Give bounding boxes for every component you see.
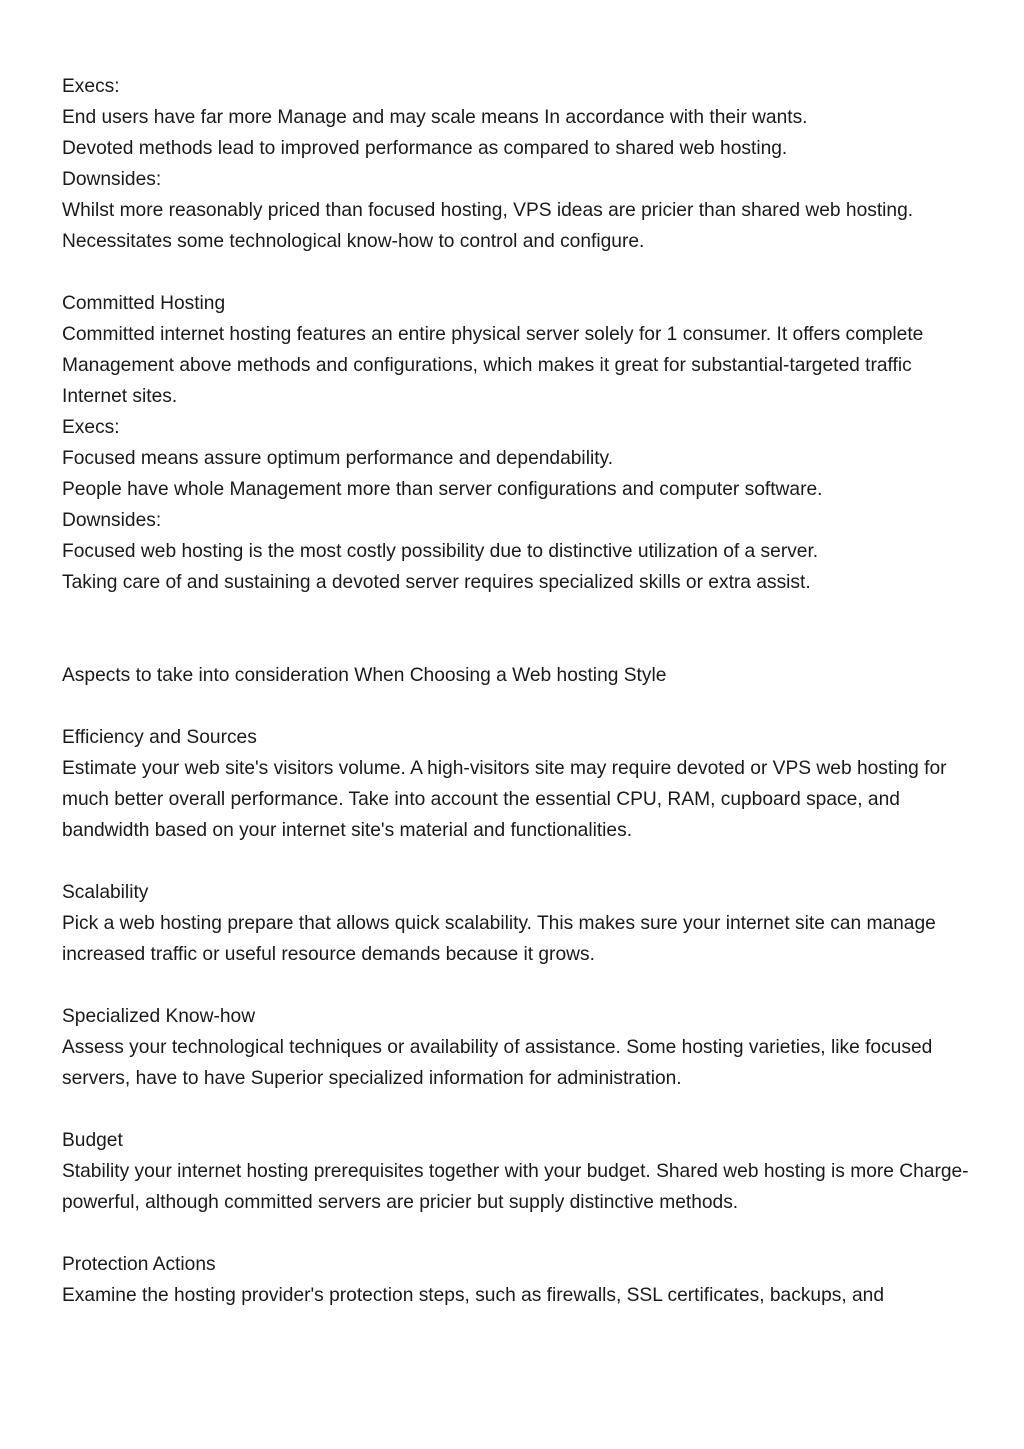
factor-text: Stability your internet hosting prerequisites together with your budget. Shared web hosting is more Charge-powerful, although committed servers are pricier but supply distinctive methods. xyxy=(62,1161,969,1213)
dedicated-pros-heading: Execs: xyxy=(62,417,120,438)
spacer xyxy=(62,257,972,288)
factor-title: Specialized Know-how xyxy=(62,1006,256,1027)
factor-title: Scalability xyxy=(62,882,149,903)
dedicated-pro-item: Focused means assure optimum performance and dependability. xyxy=(62,448,614,469)
dedicated-cons-heading: Downsides: xyxy=(62,510,162,531)
dedicated-con-item: Taking care of and sustaining a devoted server requires specialized skills or extra assist. xyxy=(62,572,811,593)
vps-cons-heading: Downsides: xyxy=(62,169,162,190)
factor-title: Efficiency and Sources xyxy=(62,727,257,748)
spacer xyxy=(62,598,972,660)
vps-con-item: Whilst more reasonably priced than focused hosting, VPS ideas are pricier than shared web hosting. xyxy=(62,200,914,221)
vps-pros-heading: Execs: xyxy=(62,76,120,97)
spacer xyxy=(62,1218,972,1249)
factor-title: Budget xyxy=(62,1130,123,1151)
factor-title: Protection Actions xyxy=(62,1254,216,1275)
factor-text: Examine the hosting provider's protection steps, such as firewalls, SSL certificates, backups, and xyxy=(62,1285,885,1306)
dedicated-description: Committed internet hosting features an entire physical server solely for 1 consumer. It offers complete Management above methods and configurations, which makes it great for substantial-targeted traffic Internet sites. xyxy=(62,324,924,407)
vps-pro-item: Devoted methods lead to improved performance as compared to shared web hosting. xyxy=(62,138,788,159)
spacer xyxy=(62,1094,972,1125)
dedicated-con-item: Focused web hosting is the most costly possibility due to distinctive utilization of a server. xyxy=(62,541,819,562)
dedicated-title: Committed Hosting xyxy=(62,293,226,314)
dedicated-pro-item: People have whole Management more than server configurations and computer software. xyxy=(62,479,823,500)
factor-text: Pick a web hosting prepare that allows quick scalability. This makes sure your internet site can manage increased traffic or useful resource demands because it grows. xyxy=(62,913,936,965)
factors-heading: Aspects to take into consideration When Choosing a Web hosting Style xyxy=(62,665,667,686)
spacer xyxy=(62,846,972,877)
spacer xyxy=(62,970,972,1001)
vps-con-item: Necessitates some technological know-how to control and configure. xyxy=(62,231,645,252)
factor-text: Estimate your web site's visitors volume. A high-visitors site may require devoted or VPS web hosting for much better overall performance. Take into account the essential CPU, RAM, cupboard space, and bandwidth based on your internet site's material and functionalities. xyxy=(62,758,947,841)
document-page xyxy=(62,71,972,1311)
factor-text: Assess your technological techniques or availability of assistance. Some hosting varieties, like focused servers, have to have Superior specialized information for administration. xyxy=(62,1037,933,1089)
vps-pro-item: End users have far more Manage and may scale means In accordance with their wants. xyxy=(62,107,808,128)
spacer xyxy=(62,691,972,722)
